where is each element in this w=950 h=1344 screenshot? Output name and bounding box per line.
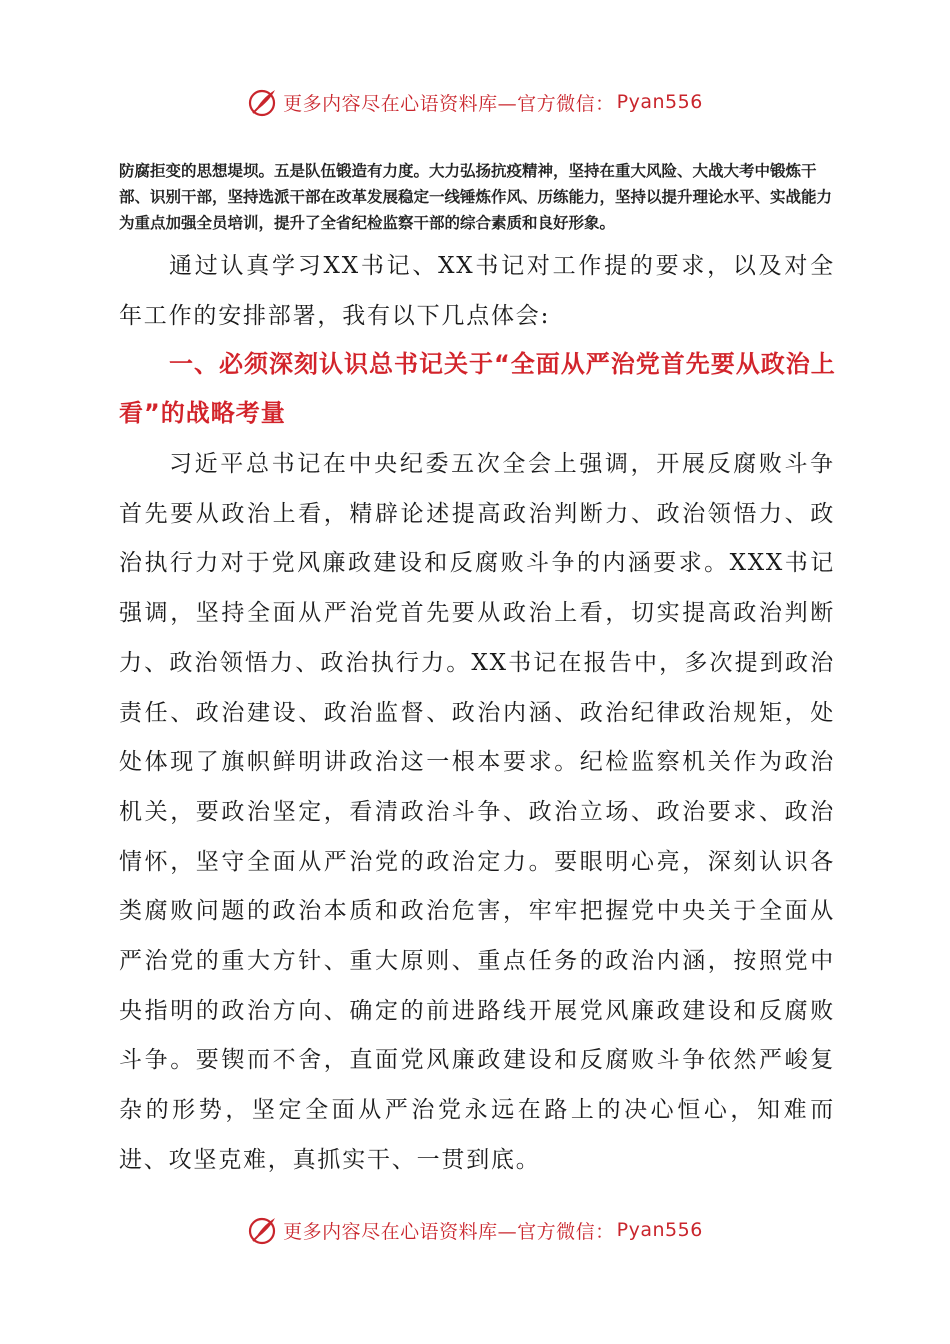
quill-logo-icon — [247, 1214, 279, 1246]
header-watermark — [0, 86, 950, 118]
watermark-wechat-id: Pyan556 — [616, 91, 703, 113]
watermark-wechat-id: Pyan556 — [616, 1219, 703, 1241]
section-1-body: 习近平总书记在中央纪委五次全会上强调，开展反腐败斗争首先要从政治上看，精辟论述提高政治判断力、政治领悟力、政治执行力对于党风廉政建设和反腐败斗争的内涵要求。XXX书记强调，坚持全面从严治党首先要从政治上看，切实提高政治判断力、政治领悟力、政治执行力。XX书记在报告中，多次提到政治责任、政治建设、政治监督、政治内涵、政治纪律政治规矩，处处体现了旗帜鲜明讲政治这一根本要求。纪检监察机关作为政治机关，要政治坚定，看清政治斗争、政治立场、政治要求、政治情怀，坚守全面从严治党的政治定力。要眼明心亮，深刻认识各类腐败问题的政治本质和政治危害，牢牢把握党中央关于全面从严治党的重大方针、重大原则、重点任务的政治内涵，按照党中央指明的政治方向、确定的前进路线开展党风廉政建设和反腐败斗争。要锲而不舍，直面党风廉政建设和反腐败斗争依然严峻复杂的形势，坚定全面从严治党永远在路上的决心恒心，知难而进、攻坚克难，真抓实干、一贯到底。 — [119, 451, 835, 1173]
watermark-text: 更多内容尽在心语资料库—官方微信： — [283, 92, 615, 115]
section-heading-1: 一、必须深刻认识总书记关于“全面从严治党首先要从政治上看”的战略考量 — [119, 350, 836, 427]
intro-paragraph: 通过认真学习XX书记、XX书记对工作提的要求，以及对全年工作的安排部署，我有以下几点体会: — [119, 253, 835, 329]
footer-watermark — [0, 1214, 950, 1246]
watermark-text: 更多内容尽在心语资料库—官方微信： — [283, 1220, 615, 1243]
quill-logo-icon — [247, 86, 279, 118]
lead-paragraph: 防腐拒变的思想堤坝。五是队伍锻造有力度。大力弘扬抗疫精神，坚持在重大风险、大战大考中锻炼干部、识别干部，坚持选派干部在改革发展稳定一线锤炼作风、历练能力，坚持以提升理论水平、实战能力为重点加强全员培训，提升了全省纪检监察干部的综合素质和良好形象。 — [119, 162, 833, 232]
